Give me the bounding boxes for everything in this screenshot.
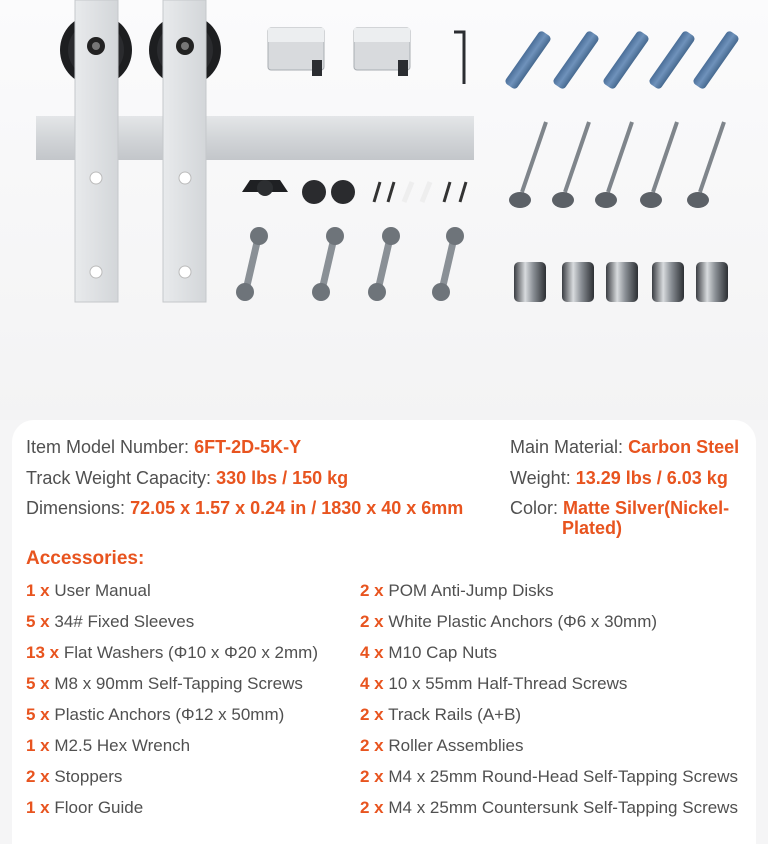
accessory-item [26,581,151,601]
accessory-item [360,705,521,725]
accessory-item [26,612,194,632]
spec-material [510,436,739,458]
fixed-sleeves [514,262,728,302]
spec-weight-value: 13.29 lbs / 6.03 kg [575,468,728,488]
spec-model-label: Item Model Number: [26,437,190,457]
accessory-name: M4 x 25mm Round-Head Self-Tapping Screws [388,767,738,786]
accessory-name: User Manual [54,581,151,600]
accessory-name: Stoppers [54,767,123,786]
accessory-qty: 1 x [26,798,50,817]
accessory-qty: 2 x [360,612,384,631]
spec-capacity-label: Track Weight Capacity: [26,468,212,488]
accessory-item [26,798,143,818]
spec-model [26,436,301,458]
spec-capacity-value: 330 lbs / 150 kg [216,468,349,488]
accessory-qty: 4 x [360,674,384,693]
accessory-qty: 2 x [360,581,384,600]
accessories-title: Accessories: [26,548,145,569]
accessory-qty: 2 x [360,736,384,755]
accessory-qty: 2 x [360,705,384,724]
accessory-item [26,643,318,663]
accessory-qty: 1 x [26,581,50,600]
spec-dimensions-label: Dimensions: [26,498,126,518]
spec-color [510,497,729,519]
accessory-name: 10 x 55mm Half-Thread Screws [388,674,628,693]
accessory-name: Plastic Anchors (Φ12 x 50mm) [54,705,285,724]
spec-color-value-line1: Matte Silver(Nickel- [563,498,730,518]
accessory-qty: 2 x [360,798,384,817]
accessory-item [360,612,657,632]
accessory-qty: 4 x [360,643,384,662]
accessory-item [26,767,122,787]
spec-color-value-line2: Plated) [562,518,623,538]
half-thread-screws [246,238,454,290]
accessory-qty: 5 x [26,674,50,693]
accessory-item [360,798,738,818]
spec-capacity [26,467,348,489]
accessory-name: POM Anti-Jump Disks [388,581,554,600]
accessory-qty: 13 x [26,643,60,662]
accessory-qty: 2 x [360,767,384,786]
small-screws-and-anchors [374,182,466,202]
accessory-name: White Plastic Anchors (Φ6 x 30mm) [388,612,658,631]
accessory-name: Floor Guide [54,798,144,817]
accessory-item [360,581,554,601]
accessory-qty: 1 x [26,736,50,755]
hex-wrench [454,32,464,84]
specifications-card [12,420,756,844]
accessory-qty: 2 x [26,767,50,786]
floor-guide [242,180,288,196]
stopper-1 [268,28,324,76]
spec-color-label: Color: [510,498,559,518]
accessory-name: Roller Assemblies [388,736,524,755]
spec-weight-label: Weight: [510,468,571,488]
accessory-name: M2.5 Hex Wrench [54,736,191,755]
accessory-item [26,674,303,694]
accessory-item [360,674,627,694]
accessory-name: Track Rails (A+B) [388,705,522,724]
accessory-qty: 5 x [26,705,50,724]
spec-dimensions-value: 72.05 x 1.57 x 0.24 in / 1830 x 40 x 6mm [130,498,464,518]
accessory-name: Flat Washers (Φ10 x Φ20 x 2mm) [63,643,318,662]
spec-weight [510,467,728,489]
product-photo [0,0,768,420]
accessory-qty: 5 x [26,612,50,631]
spec-model-value: 6FT-2D-5K-Y [194,437,302,457]
spec-material-value: Carbon Steel [628,437,740,457]
spec-dimensions [26,497,463,519]
accessory-name: M10 Cap Nuts [388,643,498,662]
self-tapping-screws [522,122,724,192]
stopper-2 [354,28,410,76]
anti-jump-disks [302,180,355,204]
accessory-name: 34# Fixed Sleeves [54,612,195,631]
accessory-name: M4 x 25mm Countersunk Self-Tapping Screws [388,798,738,817]
spec-material-label: Main Material: [510,437,624,457]
accessory-item [360,767,738,787]
hardware-kit-illustration [0,0,768,420]
plastic-anchors [504,30,740,90]
accessory-item [360,736,523,756]
spec-color-continued [562,517,622,539]
accessory-item [26,705,284,725]
accessory-item [360,643,497,663]
accessory-item [26,736,190,756]
accessory-name: M8 x 90mm Self-Tapping Screws [54,674,303,693]
